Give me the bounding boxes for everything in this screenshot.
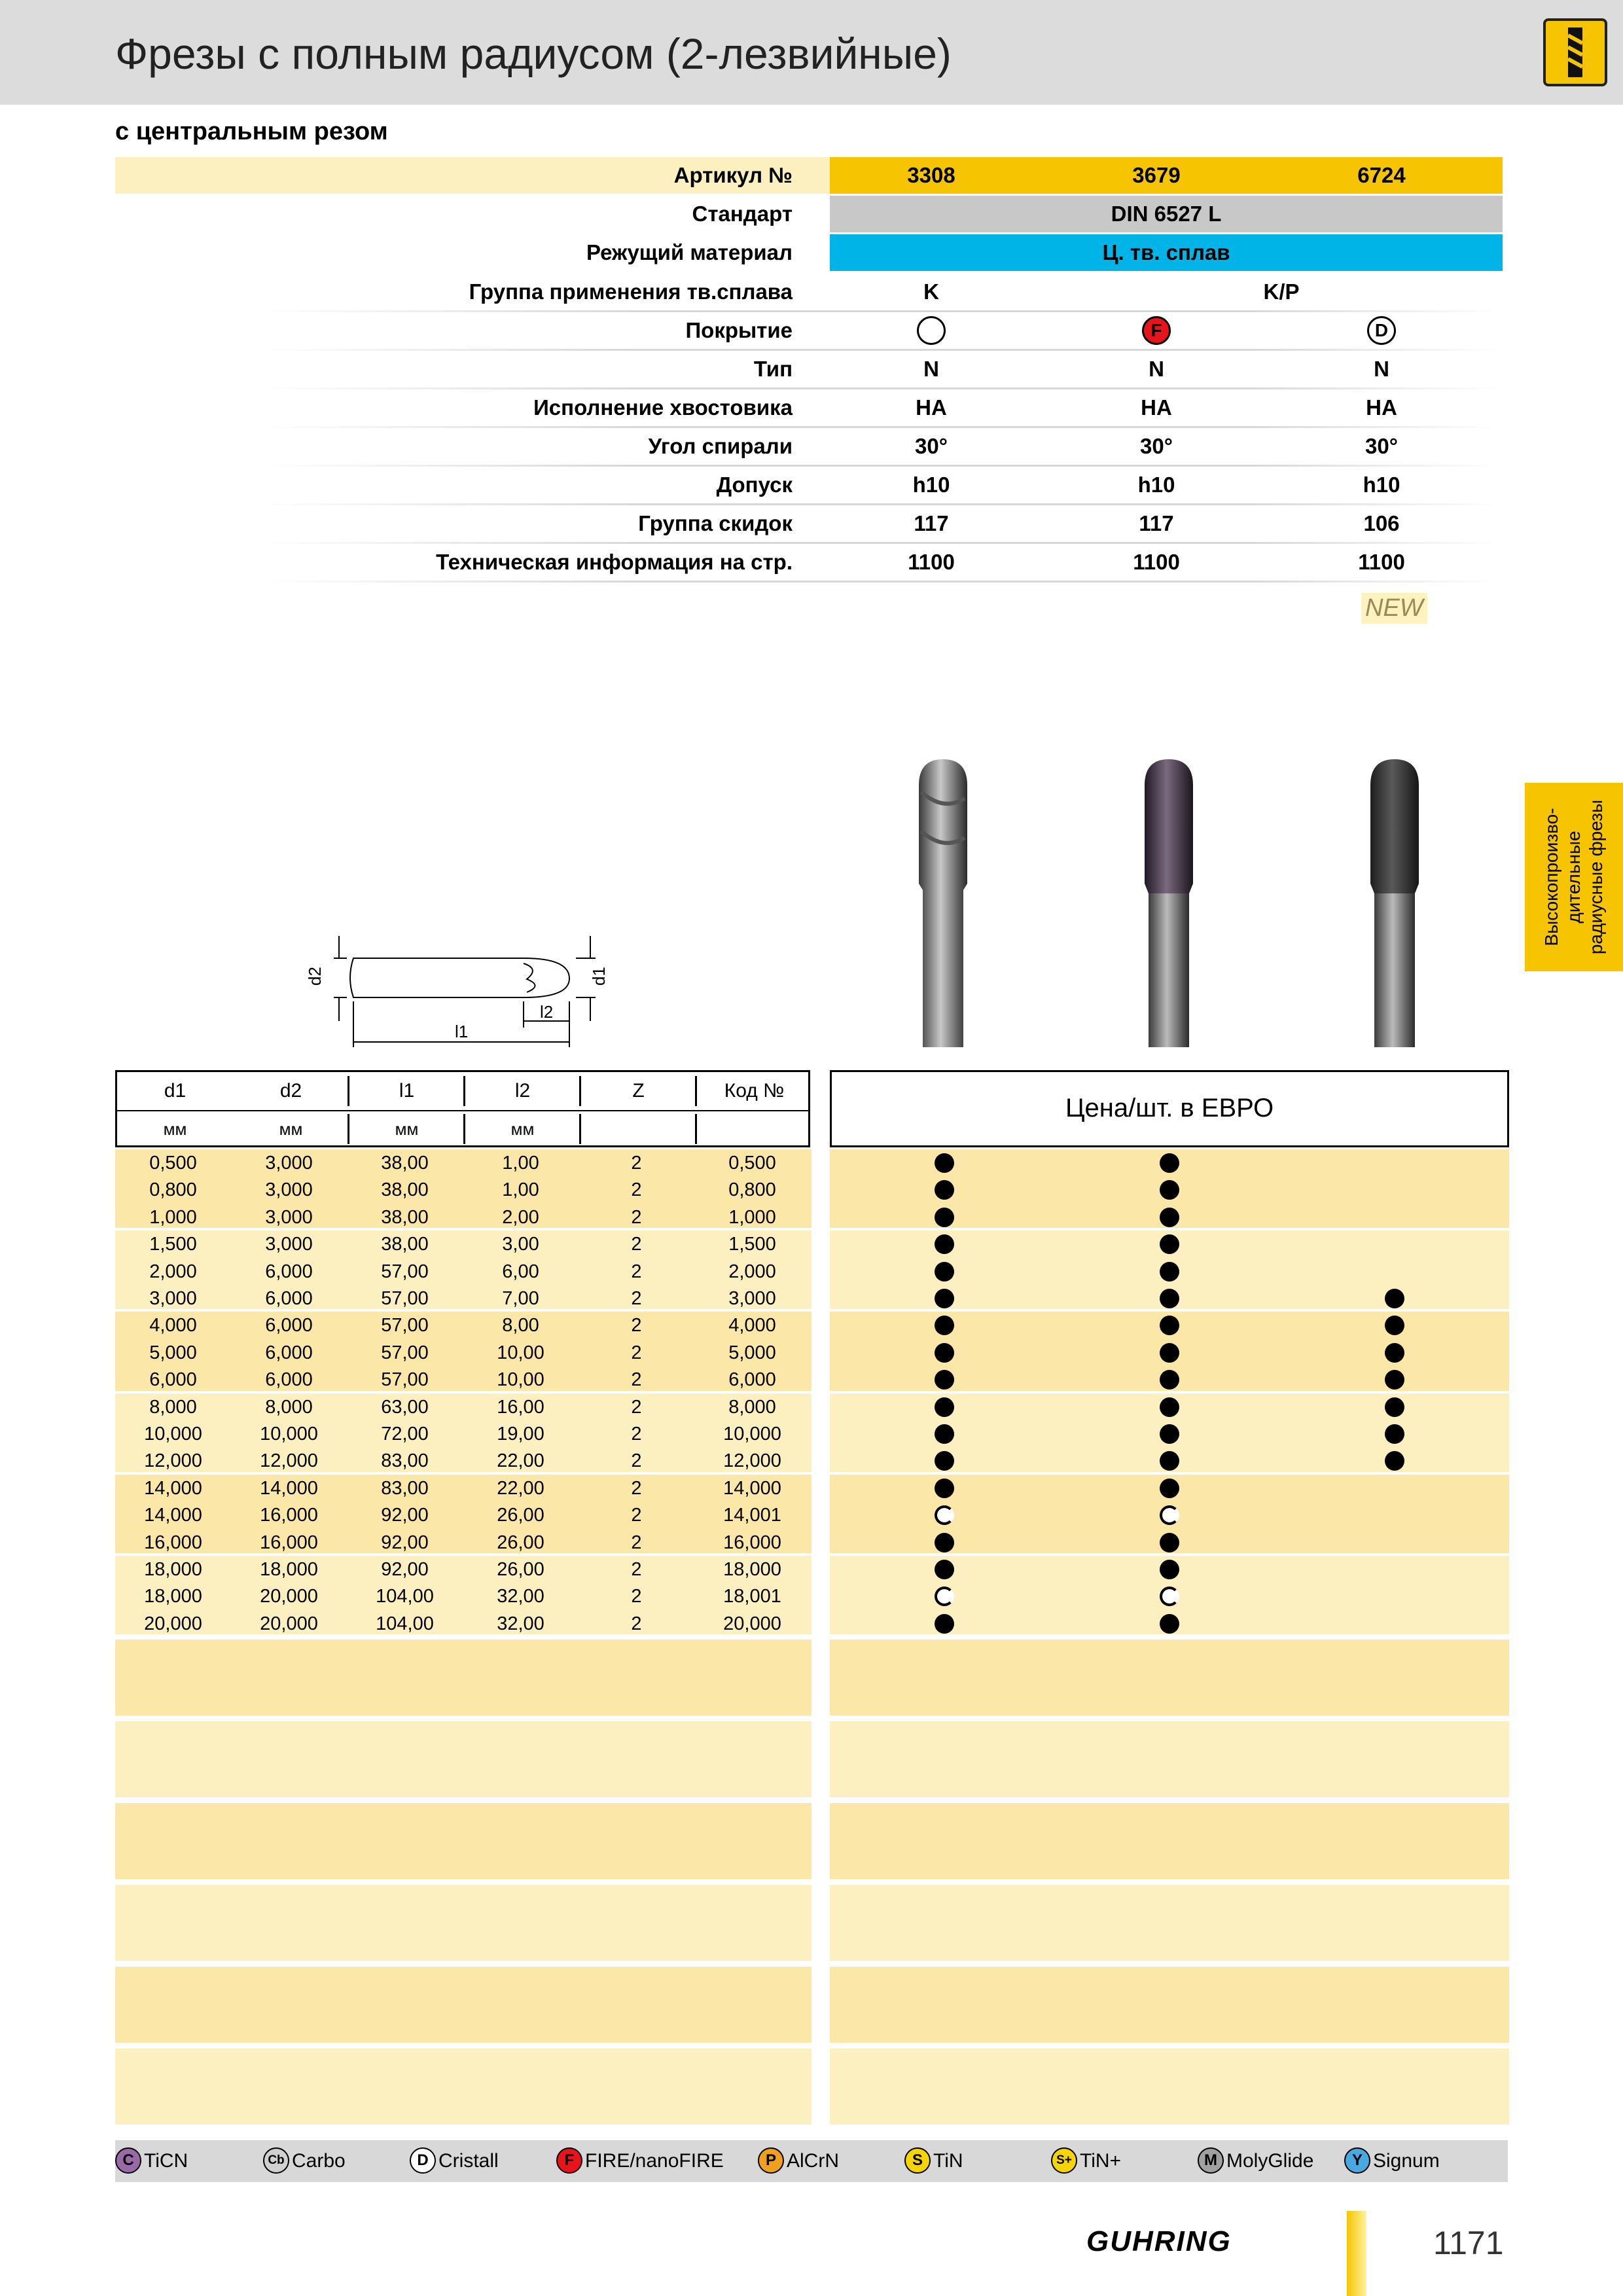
table-cell: 19,00: [497, 1424, 544, 1444]
helix-label: Угол спирали: [648, 434, 793, 458]
availability-dot: [935, 1424, 954, 1444]
column-header: Код №: [724, 1080, 785, 1102]
table-cell: 2,000: [728, 1261, 776, 1282]
carbide-group-label: Группа применения тв.сплава: [469, 279, 793, 304]
footer-accent: [1347, 2211, 1366, 2296]
table-cell: 38,00: [381, 1153, 429, 1174]
table-cell: 6,00: [502, 1261, 539, 1282]
column-unit: мм: [395, 1119, 419, 1139]
table-cell: 2: [631, 1206, 642, 1228]
table-cell: 2: [631, 1288, 642, 1309]
table-cell: 6,000: [265, 1342, 313, 1363]
table-cell: 92,00: [381, 1532, 429, 1553]
table-cell: 0,500: [149, 1153, 197, 1174]
availability-dot: [935, 1208, 954, 1227]
l1-label: l1: [455, 1022, 469, 1041]
legend-item: F FIRE/nanoFIRE: [556, 2140, 724, 2182]
empty-row-band: [115, 1640, 812, 1715]
table-cell: 0,800: [728, 1179, 776, 1201]
discount-value: 106: [1363, 511, 1400, 535]
coating-carbo-icon: Cb: [263, 2147, 289, 2174]
table-cell: 92,00: [381, 1559, 429, 1580]
empty-row-band: [115, 1885, 812, 1961]
dimension-table-header: [115, 1070, 810, 1147]
column-header: d1: [164, 1080, 187, 1102]
legend-item: D Cristall: [410, 2140, 499, 2182]
table-cell: 2: [631, 1450, 642, 1472]
discount-value: 117: [914, 511, 949, 535]
page-number: 1171: [1433, 2225, 1504, 2261]
type-label: Тип: [753, 357, 793, 381]
table-cell: 8,000: [149, 1396, 197, 1418]
availability-dot: [1160, 1343, 1179, 1363]
availability-dot: [935, 1533, 954, 1552]
availability-dot: [1160, 1153, 1179, 1173]
table-cell: 104,00: [376, 1586, 434, 1607]
shank-row: [115, 389, 1503, 426]
empty-row-band: [830, 2049, 1509, 2125]
table-cell: 7,00: [502, 1288, 539, 1309]
carbide-group-value: K: [923, 279, 939, 304]
techinfo-link[interactable]: 1100: [1133, 550, 1180, 574]
table-cell: 57,00: [381, 1315, 429, 1336]
tool-dimension-diagram: [305, 923, 648, 1054]
article-row: [115, 157, 1503, 194]
table-cell: 14,000: [723, 1477, 781, 1499]
material-value: Ц. тв. сплав: [1102, 240, 1230, 264]
table-cell: 0,800: [149, 1179, 197, 1201]
type-value: N: [923, 357, 939, 381]
coating-fire-icon: F: [1142, 316, 1171, 345]
table-cell: 1,00: [502, 1153, 539, 1174]
table-cell: 3,000: [265, 1179, 313, 1201]
availability-dot: [935, 1479, 954, 1498]
empty-row-band: [830, 1885, 1509, 1961]
type-value: N: [1149, 357, 1164, 381]
table-cell: 1,500: [149, 1234, 197, 1255]
table-cell: 6,000: [265, 1315, 313, 1336]
d1-label: d1: [589, 967, 609, 986]
table-cell: 3,000: [265, 1234, 313, 1255]
tolerance-value: h10: [1137, 473, 1175, 497]
table-cell: 20,000: [260, 1586, 318, 1607]
table-cell: 12,000: [144, 1450, 202, 1472]
column-header: d2: [279, 1080, 302, 1102]
availability-dot: [935, 1370, 954, 1390]
table-cell: 32,00: [497, 1586, 544, 1607]
discount-label: Группа скидок: [638, 511, 793, 535]
availability-dot: [935, 1343, 954, 1363]
helix-value: 30°: [1140, 434, 1173, 458]
column-header: Z: [632, 1080, 645, 1102]
table-cell: 57,00: [381, 1369, 429, 1391]
table-cell: 2: [631, 1369, 642, 1391]
table-cell: 16,000: [260, 1532, 318, 1553]
table-cell: 2: [631, 1315, 642, 1336]
empty-row-band: [115, 2049, 812, 2125]
table-cell: 18,001: [723, 1586, 781, 1607]
new-badge: NEW: [1361, 593, 1427, 624]
column-unit: мм: [510, 1119, 535, 1139]
article-number: 3679: [1132, 163, 1181, 187]
availability-dot: [935, 1289, 954, 1308]
table-cell: 2: [631, 1261, 642, 1282]
table-cell: 2: [631, 1586, 642, 1607]
side-tab-label: Высокопроизво-дительные радиусные фрезы: [1541, 799, 1606, 955]
availability-dot: [1160, 1560, 1179, 1579]
coating-fire-icon: F: [556, 2147, 582, 2174]
availability-open-dot: [1160, 1505, 1179, 1525]
availability-dot: [1160, 1234, 1179, 1254]
standard-label: Стандарт: [692, 202, 793, 226]
brand-logo: GUHRING: [1086, 2225, 1232, 2257]
empty-row-band: [830, 1967, 1509, 2043]
table-cell: 0,500: [728, 1153, 776, 1174]
table-cell: 22,00: [497, 1477, 544, 1499]
availability-dot: [1160, 1370, 1179, 1390]
tolerance-row: [115, 467, 1503, 503]
coating-cristall-icon: D: [1367, 316, 1396, 345]
table-cell: 57,00: [381, 1288, 429, 1309]
coating-tin-plus-icon: S+: [1051, 2147, 1077, 2174]
price-label: Цена/шт. в ЕВРО: [1065, 1094, 1274, 1122]
table-cell: 5,000: [149, 1342, 197, 1363]
article-number: 3308: [907, 163, 955, 187]
table-cell: 10,00: [497, 1369, 544, 1391]
table-cell: 18,000: [144, 1586, 202, 1607]
table-cell: 26,00: [497, 1505, 544, 1526]
table-cell: 14,000: [260, 1477, 318, 1499]
table-cell: 2: [631, 1559, 642, 1580]
table-cell: 18,000: [260, 1559, 318, 1580]
legend-item: M MolyGlide: [1198, 2140, 1313, 2182]
availability-dot: [1160, 1533, 1179, 1552]
availability-dot: [935, 1614, 954, 1634]
price-header: [830, 1070, 1509, 1147]
availability-open-dot: [935, 1505, 954, 1525]
techinfo-link[interactable]: 1100: [908, 550, 955, 574]
table-cell: 3,000: [265, 1153, 313, 1174]
tolerance-value: h10: [1363, 473, 1400, 497]
table-cell: 6,000: [265, 1261, 313, 1282]
coating-molyglide-icon: M: [1198, 2147, 1224, 2174]
legend-item: Cb Carbo: [263, 2140, 346, 2182]
coating-legend: [115, 2140, 1508, 2182]
table-cell: 10,00: [497, 1342, 544, 1363]
table-cell: 20,000: [260, 1613, 318, 1634]
material-label: Режущий материал: [586, 240, 793, 264]
empty-row-band: [830, 1640, 1509, 1715]
table-cell: 2: [631, 1477, 642, 1499]
empty-row-band: [115, 1721, 812, 1797]
table-cell: 16,00: [497, 1396, 544, 1418]
table-cell: 38,00: [381, 1234, 429, 1255]
side-tab[interactable]: [1525, 783, 1623, 971]
tool-image-3308: [907, 753, 979, 1054]
shank-label: Исполнение хвостовика: [533, 395, 793, 420]
table-cell: 1,000: [149, 1206, 197, 1228]
table-cell: 26,00: [497, 1559, 544, 1580]
shank-value: HA: [1141, 395, 1172, 420]
availability-dot: [935, 1262, 954, 1282]
table-cell: 8,00: [502, 1315, 539, 1336]
table-cell: 83,00: [381, 1477, 429, 1499]
table-cell: 12,000: [260, 1450, 318, 1472]
table-cell: 57,00: [381, 1261, 429, 1282]
availability-dot: [935, 1153, 954, 1173]
tool-image-6724: [1359, 753, 1431, 1054]
empty-row-band: [115, 1967, 812, 2043]
l2-label: l2: [540, 1002, 554, 1022]
availability-dot: [1385, 1370, 1404, 1390]
empty-row-band: [830, 1803, 1509, 1879]
tool-image-3679: [1133, 753, 1205, 1054]
legend-item: P AlCrN: [758, 2140, 839, 2182]
d2-label: d2: [305, 967, 325, 986]
tolerance-value: h10: [912, 473, 950, 497]
table-cell: 2: [631, 1234, 642, 1255]
table-cell: 14,000: [144, 1477, 202, 1499]
section-subtitle: с центральным резом: [115, 118, 388, 145]
legend-item: S+ TiN+: [1051, 2140, 1121, 2182]
table-cell: 2: [631, 1396, 642, 1418]
standard-row: [115, 196, 1503, 232]
table-cell: 10,000: [723, 1424, 781, 1444]
coating-row: [115, 312, 1503, 349]
table-cell: 12,000: [723, 1450, 781, 1472]
table-cell: 2: [631, 1342, 642, 1363]
availability-dot: [1385, 1424, 1404, 1444]
availability-dot: [1385, 1289, 1404, 1308]
table-cell: 8,000: [728, 1396, 776, 1418]
availability-dot: [1160, 1614, 1179, 1634]
type-row: [115, 351, 1503, 387]
article-label: Артикул №: [673, 163, 793, 187]
column-unit: мм: [279, 1119, 303, 1139]
standard-value: DIN 6527 L: [1111, 202, 1222, 226]
drill-logo-icon: [1543, 18, 1607, 86]
empty-row-band: [115, 1803, 812, 1879]
table-cell: 2: [631, 1532, 642, 1553]
table-cell: 6,000: [728, 1369, 776, 1391]
table-cell: 10,000: [144, 1424, 202, 1444]
page-title: Фрезы с полным радиусом (2-лезвийные): [115, 29, 952, 78]
table-cell: 6,000: [265, 1369, 313, 1391]
coating-cristall-icon: D: [410, 2147, 436, 2174]
table-cell: 3,000: [728, 1288, 776, 1309]
tolerance-label: Допуск: [716, 473, 793, 497]
table-cell: 4,000: [149, 1315, 197, 1336]
table-cell: 92,00: [381, 1505, 429, 1526]
table-cell: 18,000: [723, 1559, 781, 1580]
table-cell: 3,000: [265, 1206, 313, 1228]
coating-ticn-icon: C: [115, 2147, 141, 2174]
coating-none-icon: [917, 316, 946, 345]
table-cell: 2: [631, 1505, 642, 1526]
techinfo-label: Техническая информация на стр.: [436, 550, 793, 574]
coating-label: Покрытие: [685, 318, 793, 342]
table-cell: 2: [631, 1153, 642, 1174]
table-cell: 6,000: [149, 1369, 197, 1391]
table-cell: 2: [631, 1179, 642, 1201]
carbide-group-value: K/P: [1263, 279, 1300, 304]
table-cell: 16,000: [260, 1505, 318, 1526]
availability-dot: [1160, 1289, 1179, 1308]
carbide-group-row: [115, 274, 1503, 310]
availability-dot: [1160, 1479, 1179, 1498]
table-cell: 4,000: [728, 1315, 776, 1336]
shank-value: HA: [916, 395, 947, 420]
table-cell: 10,000: [260, 1424, 318, 1444]
table-cell: 14,000: [144, 1505, 202, 1526]
coating-signum-icon: Y: [1344, 2147, 1370, 2174]
availability-dot: [935, 1397, 954, 1417]
table-cell: 83,00: [381, 1450, 429, 1472]
empty-row-band: [830, 1721, 1509, 1797]
availability-dot: [935, 1234, 954, 1254]
coating-alcrn-icon: P: [758, 2147, 784, 2174]
table-cell: 1,500: [728, 1234, 776, 1255]
techinfo-link[interactable]: 1100: [1358, 550, 1405, 574]
table-cell: 38,00: [381, 1206, 429, 1228]
type-value: N: [1374, 357, 1389, 381]
table-cell: 57,00: [381, 1342, 429, 1363]
helix-value: 30°: [915, 434, 948, 458]
helix-value: 30°: [1365, 434, 1398, 458]
table-cell: 6,000: [265, 1288, 313, 1309]
table-cell: 3,000: [149, 1288, 197, 1309]
column-header: l1: [399, 1080, 415, 1102]
table-cell: 8,000: [265, 1396, 313, 1418]
material-row: [115, 234, 1503, 271]
table-cell: 22,00: [497, 1450, 544, 1472]
table-cell: 2,000: [149, 1261, 197, 1282]
column-unit: мм: [163, 1119, 187, 1139]
coating-tin-icon: S: [904, 2147, 931, 2174]
table-cell: 1,00: [502, 1179, 539, 1201]
table-cell: 63,00: [381, 1396, 429, 1418]
legend-item: S TiN: [904, 2140, 963, 2182]
article-number: 6724: [1357, 163, 1406, 187]
table-cell: 20,000: [144, 1613, 202, 1634]
availability-dot: [1160, 1262, 1179, 1282]
table-cell: 1,000: [728, 1206, 776, 1228]
table-cell: 2: [631, 1613, 642, 1634]
techinfo-row: [115, 544, 1503, 581]
availability-dot: [1385, 1343, 1404, 1363]
availability-dot: [1160, 1208, 1179, 1227]
shank-value: HA: [1366, 395, 1397, 420]
table-cell: 18,000: [144, 1559, 202, 1580]
availability-dot: [935, 1560, 954, 1579]
table-cell: 14,001: [723, 1505, 781, 1526]
availability-dot: [1160, 1424, 1179, 1444]
availability-dot: [1385, 1397, 1404, 1417]
table-cell: 20,000: [723, 1613, 781, 1634]
table-cell: 3,00: [502, 1234, 539, 1255]
table-cell: 104,00: [376, 1613, 434, 1634]
legend-item: Y Signum: [1344, 2140, 1440, 2182]
discount-row: [115, 505, 1503, 542]
availability-dot: [1160, 1397, 1179, 1417]
legend-item: C TiCN: [115, 2140, 188, 2182]
table-cell: 5,000: [728, 1342, 776, 1363]
table-cell: 2: [631, 1424, 642, 1444]
helix-row: [115, 428, 1503, 465]
table-cell: 16,000: [144, 1532, 202, 1553]
table-cell: 32,00: [497, 1613, 544, 1634]
table-cell: 16,000: [723, 1532, 781, 1553]
table-cell: 72,00: [381, 1424, 429, 1444]
discount-value: 117: [1139, 511, 1174, 535]
table-cell: 2,00: [502, 1206, 539, 1228]
table-cell: 26,00: [497, 1532, 544, 1553]
column-header: l2: [514, 1080, 531, 1102]
table-cell: 38,00: [381, 1179, 429, 1201]
